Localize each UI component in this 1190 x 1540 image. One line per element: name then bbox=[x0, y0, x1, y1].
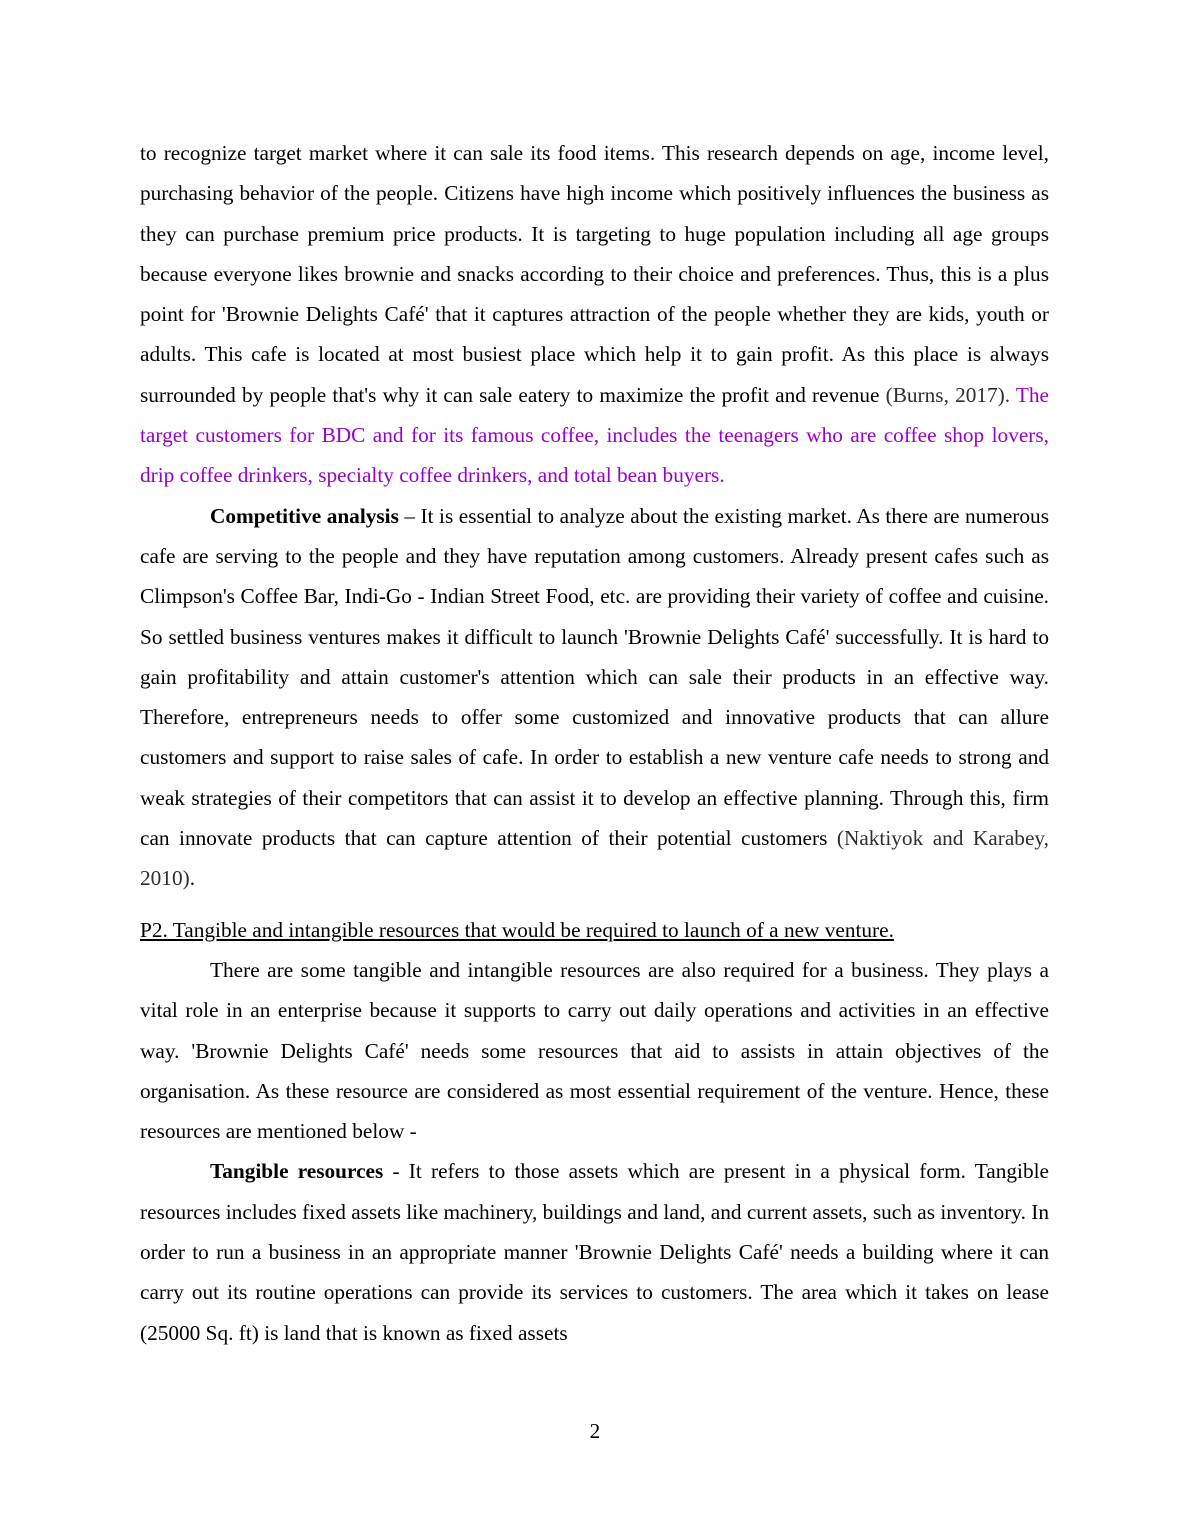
paragraph-text: – It is essential to analyze about the existing market. As there are numerous cafe are serving to the people and they have reputation among customers. Already present cafes such as Climpson's Coffee Bar, Indi-Go - Indian Street Food, etc. are providing their variety of coffee and cuisine. So settled business ventures makes it difficult to launch 'Brownie Delights Café' successfully. It is hard to gain profitability and attain customer's attention which can sale their products in an effective way. Therefore, entrepreneurs needs to offer some customized and innovative products that can allure customers and support to raise sales of cafe. In order to establish a new venture cafe needs to strong and weak strategies of their competitors that can assist it to develop an effective planning. Through this, firm can innovate products that can capture attention of their potential customers bbox=[140, 503, 1049, 851]
highlighted-text: The target customers for BDC and for its famous coffee, includes the teenagers who are coffee shop lovers, drip coffee drinkers, specialty coffee drinkers, and total bean buyers. bbox=[140, 382, 1049, 488]
paragraph-competitive-analysis bbox=[140, 496, 1049, 899]
paragraph-target-market bbox=[140, 133, 1049, 496]
page-number: 2 bbox=[589, 1419, 601, 1443]
bold-label-competitive-analysis: Competitive analysis bbox=[210, 503, 399, 528]
paragraph-text: to recognize target market where it can sale its food items. This research depends on age, income level, purchasing behavior of the people. Citizens have high income which positively influences the business as they can purchase premium price products. It is targeting to huge population including all age groups because everyone likes brownie and snacks according to their choice and preferences. Thus, this is a plus point for 'Brownie Delights Café' that it captures attraction of the people whether they are kids, youth or adults. This cafe is located at most busiest place which help it to gain profit. As this place is always surrounded by people that's why it can sale eatery to maximize the profit and revenue bbox=[140, 141, 1049, 407]
section-heading: P2. Tangible and intangible resources that would be required to launch of a new venture. bbox=[140, 917, 894, 942]
sentence-end: . bbox=[189, 866, 196, 891]
paragraph-resources-intro: There are some tangible and intangible resources are also required for a business. They plays a vital role in an enterprise because it supports to carry out daily operations and activities in an effective way. 'Brownie Delights Café' needs some resources that aid to assists in attain objectives of the organisation. As these resource are considered as most essential requirement of the venture. Hence, these resources are mentioned below - bbox=[140, 957, 1049, 1144]
paragraph-tangible-resources bbox=[140, 1151, 1049, 1352]
bold-label-tangible-resources: Tangible resources bbox=[210, 1159, 384, 1184]
document-page bbox=[140, 133, 1049, 1353]
citation-burns: (Burns, 2017). bbox=[885, 382, 1011, 407]
citation-naktiyok: (Naktiyok and Karabey, 2010) bbox=[140, 826, 1049, 891]
paragraph-text: - It refers to those assets which are present in a physical form. Tangible resources includes fixed assets like machinery, buildings and land, and current assets, such as inventory. In order to run a business in an appropriate manner 'Brownie Delights Café' needs a building where it can carry out its routine operations can provide its services to customers. The area which it takes on lease (25000 Sq. ft) is land that is known as fixed assets bbox=[140, 1159, 1049, 1345]
